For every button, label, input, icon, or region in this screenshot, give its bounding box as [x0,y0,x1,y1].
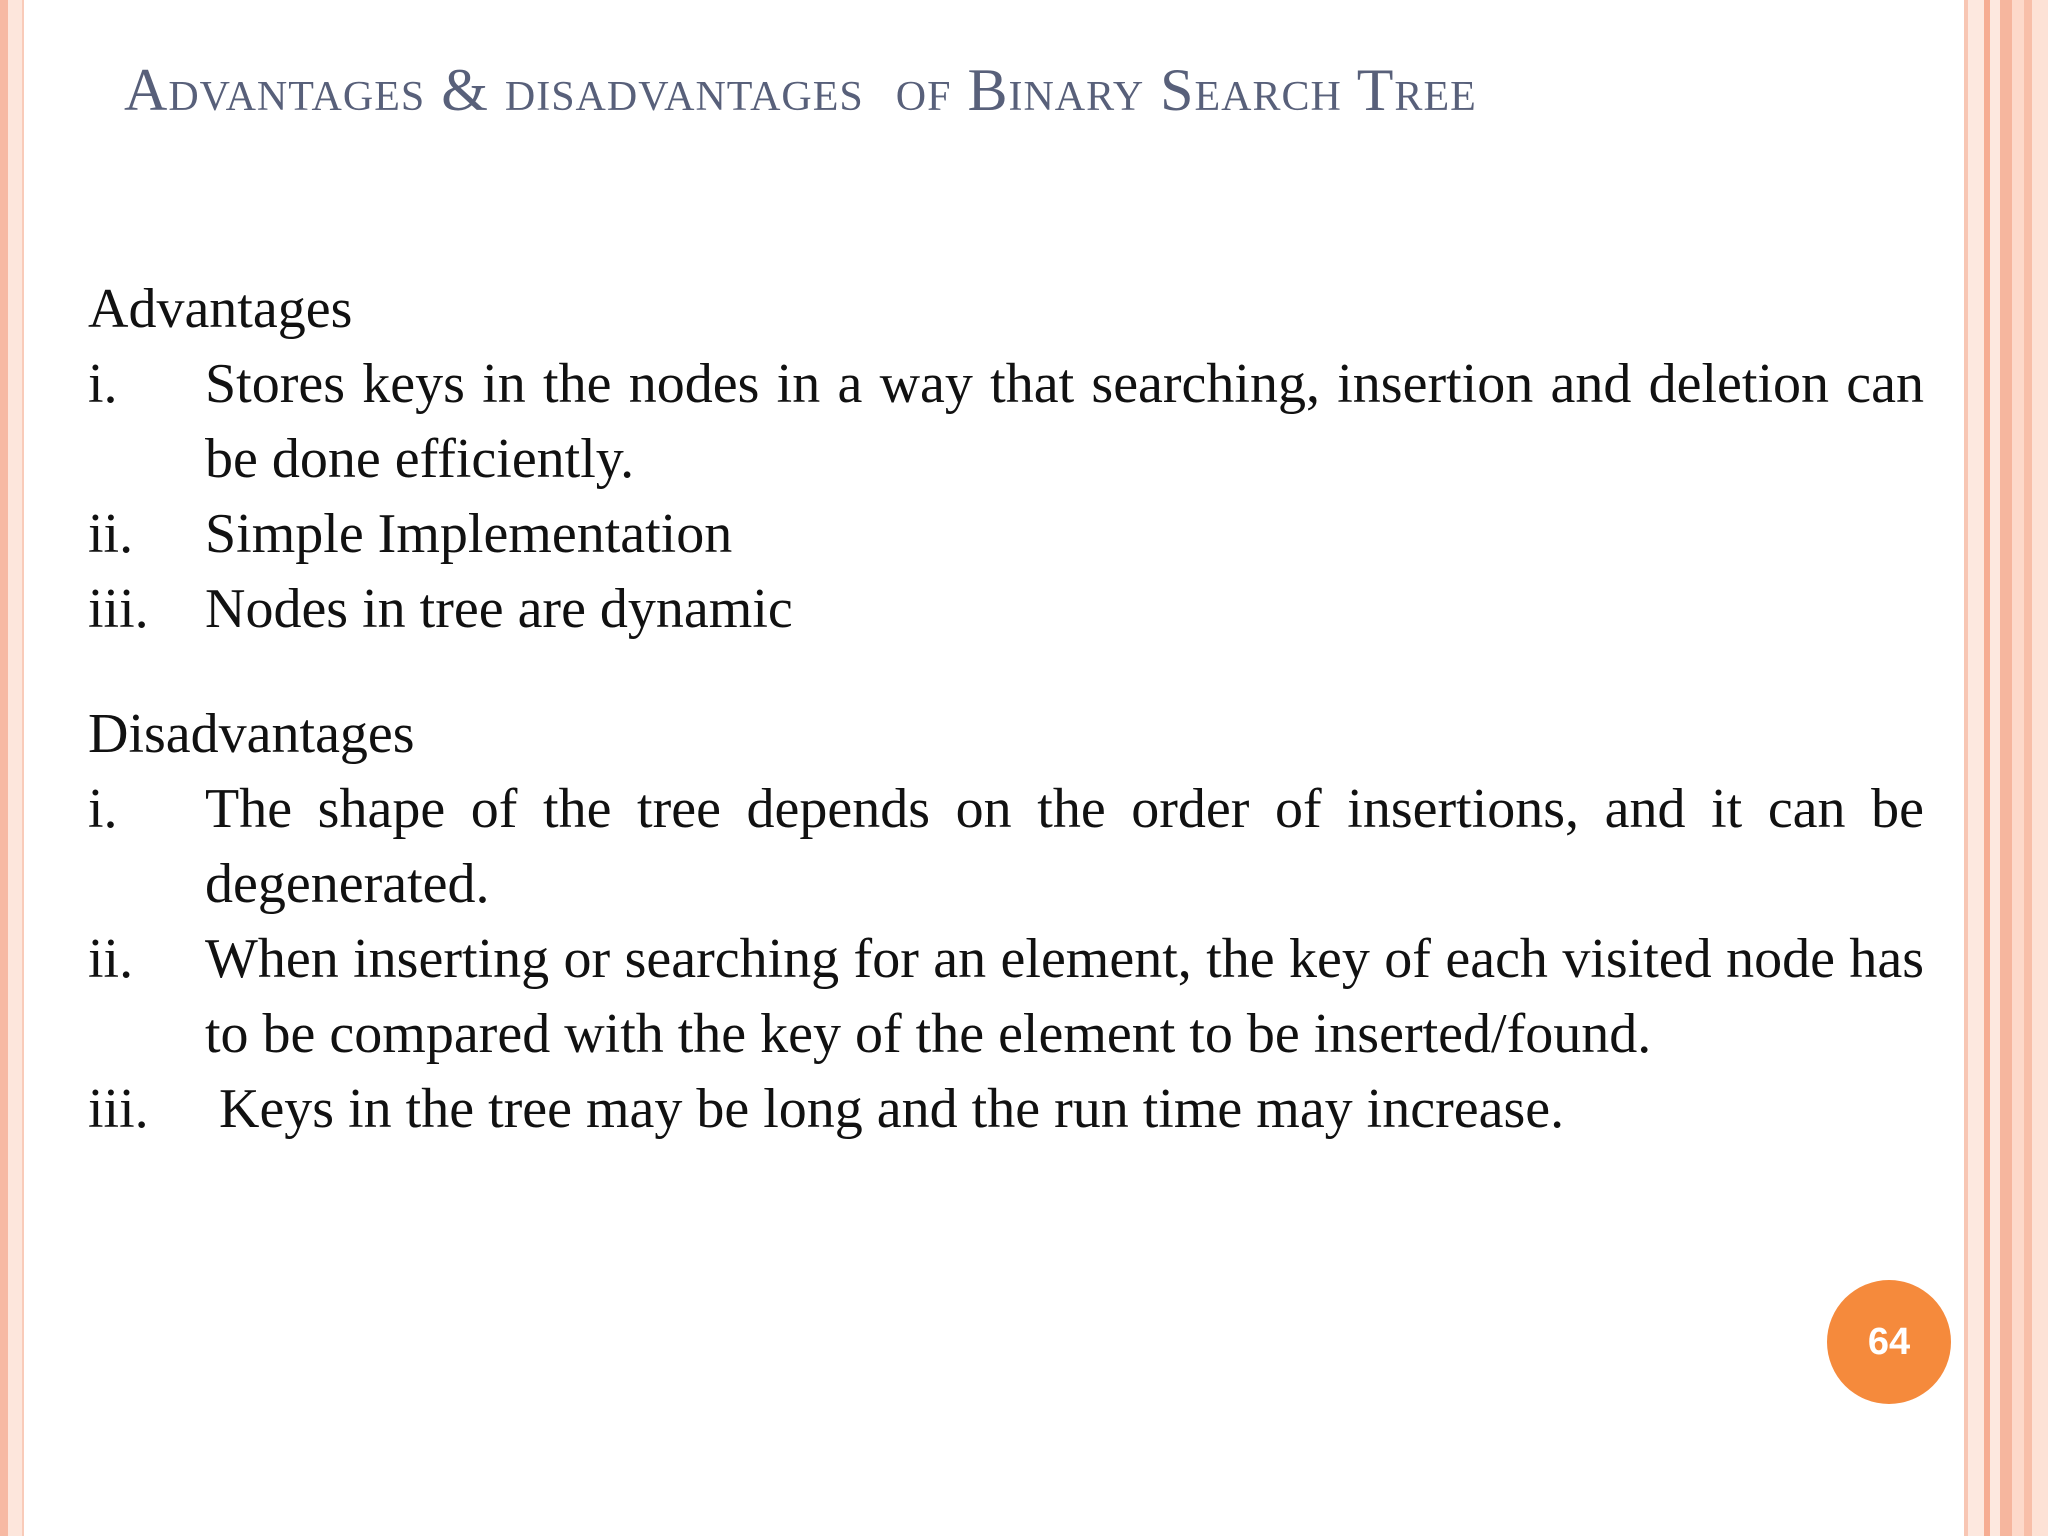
advantage-item-3 [88,572,1924,647]
advantages-heading: Advantages [88,278,353,340]
section-spacer [88,647,1924,697]
left-border-band [8,0,22,1536]
left-border-decoration [0,0,8,1536]
list-text: The shape of the tree depends on the order of insertions, and it can be degenerated. [205,778,1924,915]
list-text: When inserting or searching for an element, the key of each visited node has to be compared with the key of the element to be inserted/found. [205,928,1924,1065]
list-number: iii. [88,578,149,640]
page-number-badge: 64 [1827,1280,1951,1404]
list-text: Simple Implementation [205,503,733,565]
disadvantage-item-3 [88,1072,1924,1147]
disadvantage-item-2 [88,922,1924,1072]
list-text: Keys in the tree may be long and the run time may increase. [219,1078,1565,1140]
list-number: ii. [88,928,134,990]
list-number: i. [88,353,118,415]
slide-body [88,272,1924,1147]
advantage-item-2 [88,497,1924,572]
disadvantages-heading: Disadvantages [88,703,415,765]
list-number: iii. [88,1078,149,1140]
list-number: ii. [88,503,134,565]
left-border-line [22,0,24,1536]
list-text: Stores keys in the nodes in a way that searching, insertion and deletion can be done efficiently. [205,353,1924,490]
disadvantage-item-1 [88,772,1924,922]
slide-title: Advantages & disadvantages of Binary Search Tree [124,57,1477,123]
advantage-item-1 [88,347,1924,497]
list-text: Nodes in tree are dynamic [205,578,793,640]
right-stripe-decoration [1964,0,2048,1536]
list-number: i. [88,778,118,840]
